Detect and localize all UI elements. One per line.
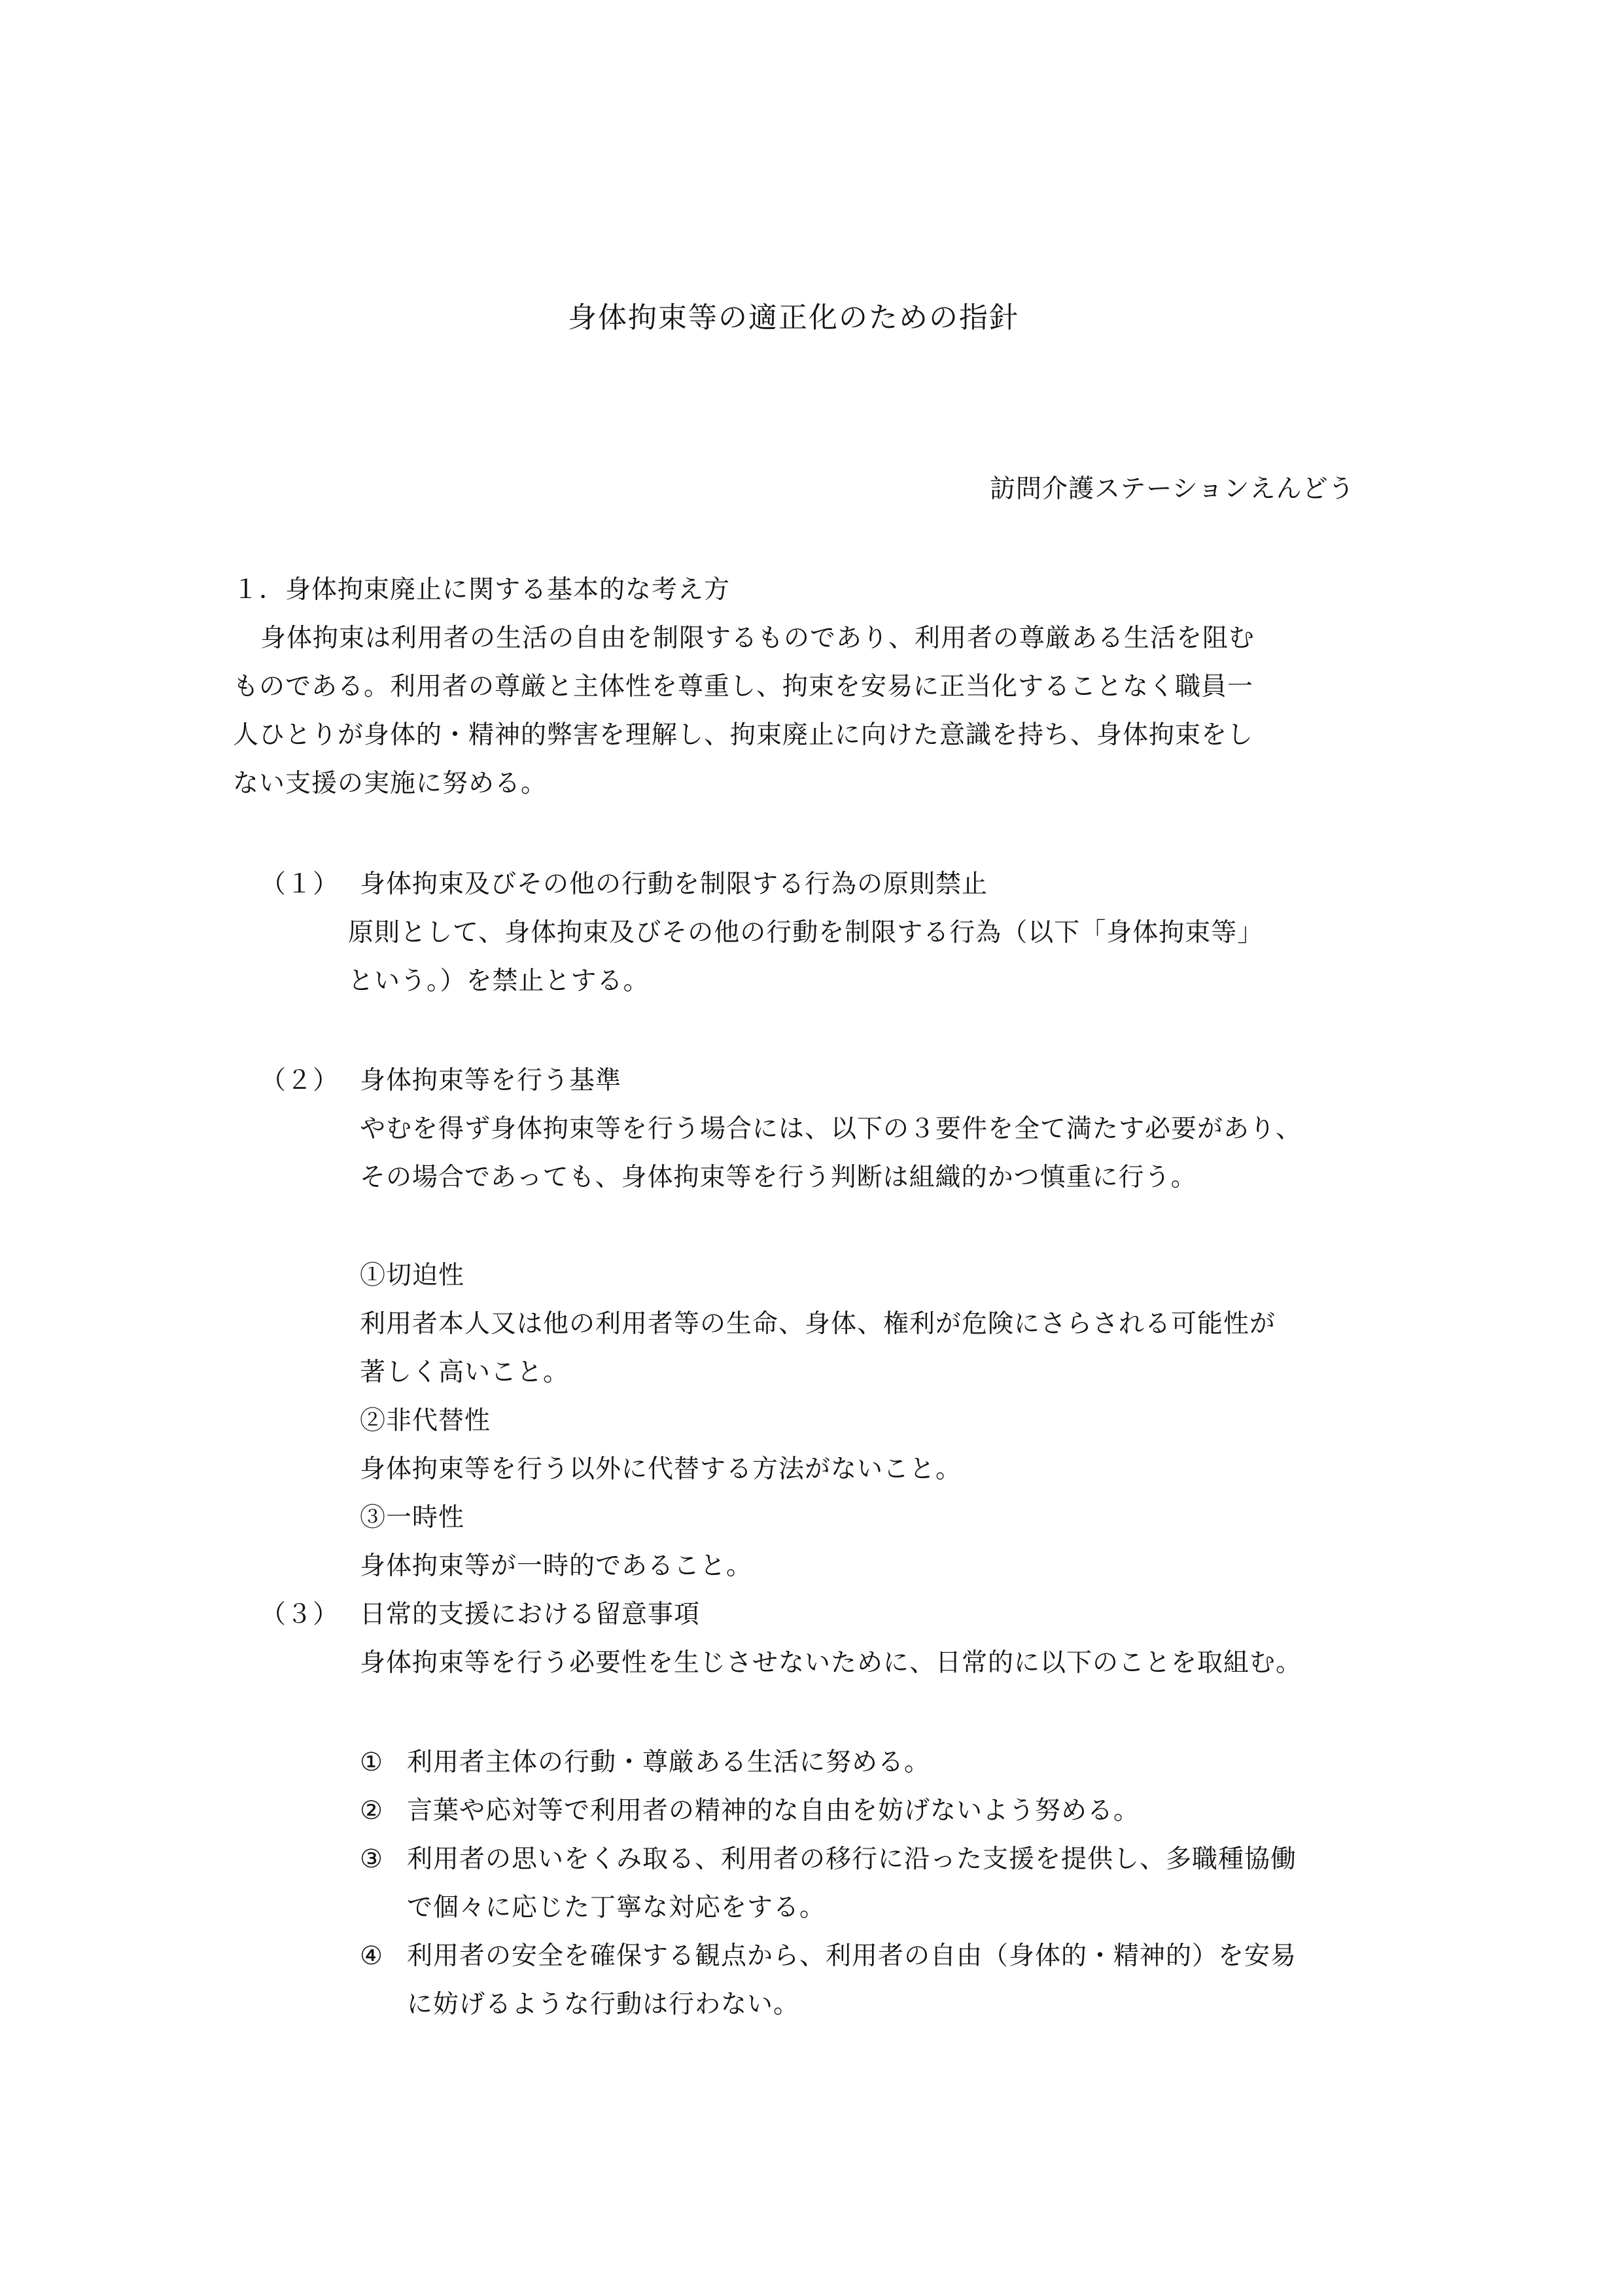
- subsection-2-body-line: その場合であっても、身体拘束等を行う判断は組織的かつ慎重に行う。: [360, 1163, 1197, 1192]
- subsection-1-body-line: 原則として、身体拘束及びその他の行動を制限する行為（以下「身体拘束等」: [348, 918, 1264, 947]
- requirement-2-heading: ②非代替性: [360, 1406, 491, 1436]
- subsection-1-body-line: という。）を禁止とする。: [348, 966, 650, 996]
- section-1-paragraph-line: ものである。利用者の尊厳と主体性を尊重し、拘束を安易に正当化することなく職員一: [233, 672, 1254, 701]
- subsection-2-number: （２）: [260, 1066, 340, 1095]
- requirement-1-heading: ①切迫性: [360, 1261, 465, 1290]
- requirement-2-body: 身体拘束等を行う以外に代替する方法がないこと。: [360, 1455, 962, 1484]
- requirement-1-body-line: 著しく高いこと。: [360, 1358, 570, 1387]
- requirement-1-body-line: 利用者本人又は他の利用者等の生命、身体、権利が危険にさらされる可能性が: [360, 1309, 1276, 1339]
- subsection-3-heading: 日常的支援における留意事項: [360, 1600, 701, 1629]
- section-1-paragraph-line: ない支援の実施に努める。: [233, 769, 548, 798]
- subsection-3-body: 身体拘束等を行う必要性を生じさせないために、日常的に以下のことを取組む。: [360, 1648, 1302, 1678]
- list-item-text: で個々に応じた丁寧な対応をする。: [407, 1893, 826, 1922]
- list-item-number: ①: [360, 1748, 383, 1777]
- list-item-number: ④: [360, 1941, 383, 1971]
- subsection-3-number: （３）: [260, 1600, 340, 1629]
- requirement-3-body: 身体拘束等が一時的であること。: [360, 1551, 753, 1581]
- section-1-paragraph-line: 人ひとりが身体的・精神的弊害を理解し、拘束廃止に向けた意識を持ち、身体拘束をし: [233, 720, 1254, 750]
- list-item-text: 利用者の思いをくみ取る、利用者の移行に沿った支援を提供し、多職種協働: [407, 1845, 1297, 1874]
- requirement-3-heading: ③一時性: [360, 1503, 465, 1532]
- document-title: 身体拘束等の適正化のための指針: [568, 301, 1019, 334]
- section-1-paragraph-line: 身体拘束は利用者の生活の自由を制限するものであり、利用者の尊厳ある生活を阻む: [260, 624, 1255, 653]
- subsection-1-heading: 身体拘束及びその他の行動を制限する行為の原則禁止: [360, 870, 988, 899]
- organization-name: 訪問介護ステーションえんどう: [990, 474, 1355, 504]
- list-item-text: 利用者主体の行動・尊厳ある生活に努める。: [407, 1748, 931, 1777]
- list-item-text: に妨げるような行動は行わない。: [407, 1990, 800, 2019]
- subsection-1-number: （１）: [260, 870, 340, 899]
- subsection-2-heading: 身体拘束等を行う基準: [360, 1066, 622, 1095]
- list-item-text: 言葉や応対等で利用者の精神的な自由を妨げないよう努める。: [407, 1796, 1140, 1826]
- section-1-heading: １．身体拘束廃止に関する基本的な考え方: [233, 575, 731, 605]
- subsection-2-body-line: やむを得ず身体拘束等を行う場合には、以下の３要件を全て満たす必要があり、: [360, 1114, 1302, 1144]
- list-item-number: ③: [360, 1845, 383, 1874]
- list-item-number: ②: [360, 1796, 383, 1826]
- list-item-text: 利用者の安全を確保する観点から、利用者の自由（身体的・精神的）を安易: [407, 1941, 1297, 1971]
